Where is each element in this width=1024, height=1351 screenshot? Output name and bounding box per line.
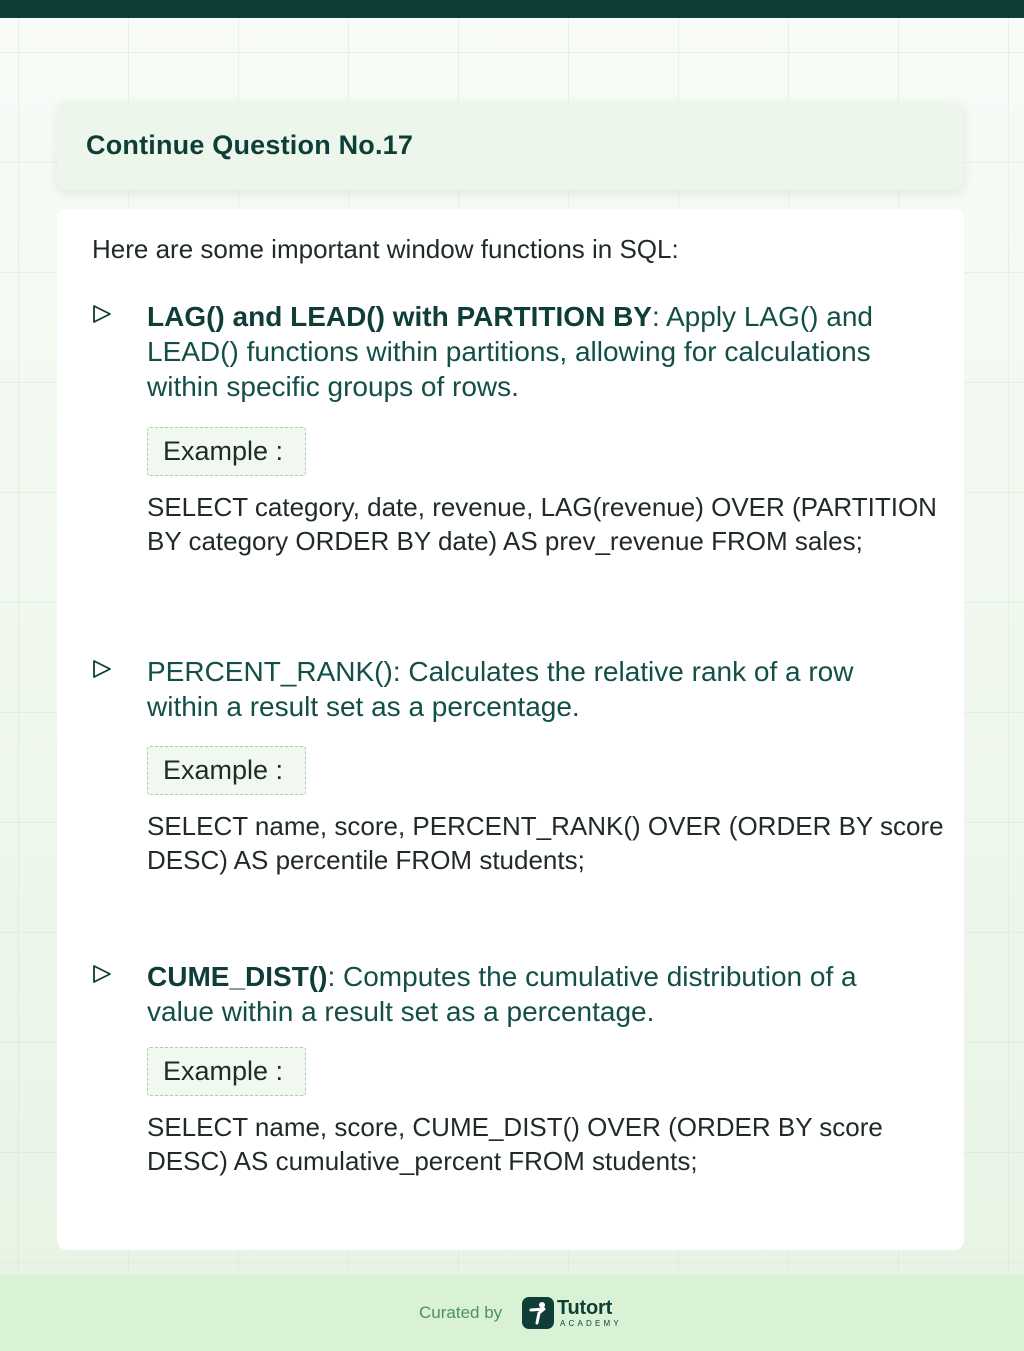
play-triangle-icon (91, 303, 113, 325)
item-detail: : Calculates the relative rank of a row within a result set as a percentage. (147, 656, 854, 722)
footer (0, 1275, 1024, 1351)
play-triangle-icon (91, 658, 113, 680)
code-example: SELECT name, score, PERCENT_RANK() OVER (ORDER BY score DESC) AS percentile FROM students; (147, 811, 944, 875)
code-example: SELECT name, score, CUME_DIST() OVER (ORDER BY score DESC) AS cumulative_percent FROM students; (147, 1112, 883, 1176)
example-label: Example : (163, 1056, 284, 1086)
example-label: Example : (163, 755, 284, 785)
content-card (57, 209, 964, 1250)
brand-name: Tutort (557, 1297, 613, 1319)
intro-text: Here are some important window functions in SQL: (92, 234, 679, 264)
code-example: SELECT category, date, revenue, LAG(revenue) OVER (PARTITION BY category ORDER BY date) AS prev_revenue FROM sales; (147, 492, 937, 556)
example-label-box (147, 746, 306, 795)
play-triangle-icon (91, 963, 113, 985)
example-label: Example : (163, 436, 284, 466)
curated-by-label: Curated by (419, 1303, 503, 1322)
top-bar (0, 0, 1024, 18)
example-label-box (147, 427, 306, 476)
item-description (147, 299, 917, 404)
item-term: PERCENT_RANK() (147, 656, 393, 687)
example-label-box (147, 1047, 306, 1096)
item-description (147, 654, 917, 724)
item-term: CUME_DIST() (147, 961, 328, 992)
item-detail: : Computes the cumulative distribution of a value within a result set as a percentage. (147, 961, 857, 1027)
item-term: LAG() and LEAD() with PARTITION BY (147, 301, 652, 332)
item-description (147, 959, 917, 1029)
title-card (57, 102, 964, 190)
brand-subtitle: ACADEMY (560, 1319, 622, 1328)
tutort-logo-icon (522, 1297, 554, 1329)
item-detail: : Apply LAG() and LEAD() functions within partitions, allowing for calculations within specific groups of rows. (147, 301, 873, 402)
page-title: Continue Question No.17 (86, 130, 414, 160)
